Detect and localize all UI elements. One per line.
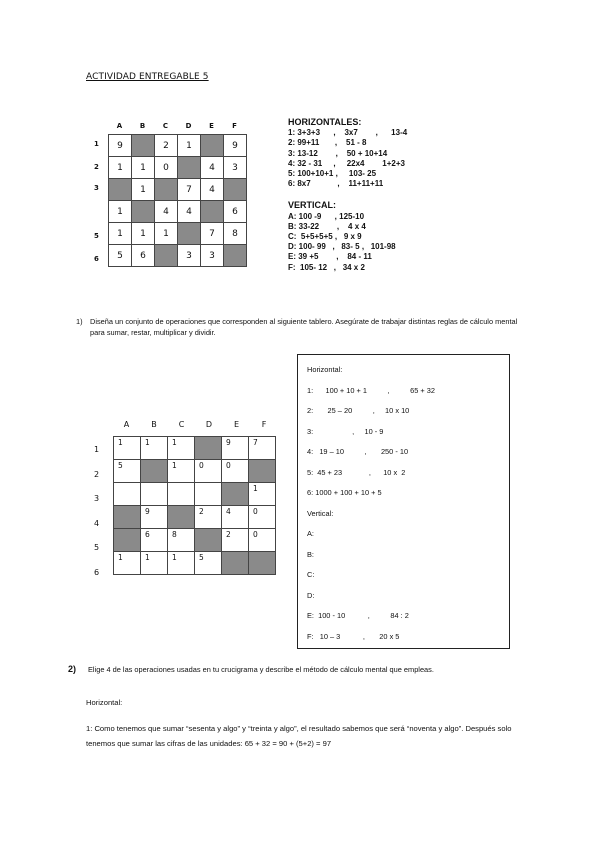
crossword2-column-label: E <box>233 420 240 429</box>
crossword1-row-label: 6 <box>94 255 99 263</box>
crossword1-row-label: 2 <box>94 163 99 171</box>
crossword1-cell: 1 <box>132 157 155 179</box>
crossword2-cell-value: 1 <box>145 553 150 562</box>
answer-box-line: 1: 100 + 10 + 1 , 65 + 32 <box>307 385 435 395</box>
answer-box-line: 3: , 10 - 9 <box>307 426 384 436</box>
vertical-clue: B: 33-22 , 4 x 4 <box>288 221 366 231</box>
crossword1-cell: 6 <box>132 245 155 267</box>
crossword1-row <box>109 157 247 179</box>
crossword2-row-label: 6 <box>94 567 100 577</box>
crossword2-cell <box>114 483 141 506</box>
crossword1-cell: 4 <box>155 201 178 223</box>
crossword2-cell <box>249 460 276 483</box>
crossword1-row <box>109 135 247 157</box>
answer-heading: Horizontal: <box>86 698 123 707</box>
vertical-clues-title: VERTICAL: <box>288 200 336 211</box>
crossword2-cell <box>141 552 168 575</box>
crossword2-cell <box>222 483 249 506</box>
crossword2-row-label: 2 <box>94 469 100 479</box>
answer-box-line: 6: 1000 + 100 + 10 + 5 <box>307 488 382 497</box>
crossword2-cell <box>141 460 168 483</box>
crossword2-cell <box>222 460 249 483</box>
crossword2-cell-value: 1 <box>145 438 150 447</box>
crossword1-row <box>109 179 247 201</box>
crossword2-cell <box>222 437 249 460</box>
crossword1-cell <box>155 179 178 201</box>
question-2-number: 2) <box>68 664 77 674</box>
vertical-clue: E: 39 +5 , 84 - 11 <box>288 252 372 262</box>
crossword1-row-label: 1 <box>94 140 99 148</box>
crossword1-cell: 3 <box>178 245 201 267</box>
document-title: ACTIVIDAD ENTREGABLE 5 <box>86 72 209 82</box>
crossword1-cell: 7 <box>178 179 201 201</box>
crossword1-cell: 6 <box>224 201 247 223</box>
horizontal-clue: 6: 8x7 , 11+11+11 <box>288 179 384 189</box>
horizontal-clues-title: HORIZONTALES: <box>288 117 362 127</box>
answer-box-line: 5: 45 + 23 , 10 x 2 <box>307 467 406 477</box>
crossword2-column-label: D <box>205 420 213 429</box>
vertical-clue: A: 100 -9 , 125-10 <box>288 211 365 221</box>
answer-box <box>297 354 510 649</box>
horizontal-clue: 3: 13-12 , 50 + 10+14 <box>288 148 388 158</box>
crossword1-cell: 4 <box>201 179 224 201</box>
crossword2-cell <box>168 437 195 460</box>
answer-box-line: 4: 19 – 10 , 250 - 10 <box>307 447 409 456</box>
crossword2-row <box>114 506 276 529</box>
crossword1-column-label: E <box>209 122 214 130</box>
crossword2-cell-value: 2 <box>226 530 231 539</box>
crossword1-cell: 3 <box>201 245 224 267</box>
crossword1-cell <box>178 223 201 245</box>
vertical-clue: D: 100- 99 , 83- 5 , 101-98 <box>288 242 396 252</box>
crossword2-cell-value: 9 <box>226 438 231 447</box>
answer-box-line: F: 10 – 3 , 20 x 5 <box>307 631 400 641</box>
crossword2-cell-value: 8 <box>172 530 177 539</box>
crossword2-cell <box>195 460 222 483</box>
crossword2-cell <box>249 483 276 506</box>
crossword1-row-label: 3 <box>94 184 99 192</box>
crossword1-row <box>109 201 247 223</box>
crossword1-cell <box>109 179 132 201</box>
crossword2-cell <box>168 529 195 552</box>
crossword2-cell <box>249 506 276 529</box>
crossword1-cell: 8 <box>224 223 247 245</box>
crossword2-cell <box>114 529 141 552</box>
crossword2-cell-value <box>195 483 221 493</box>
crossword2-cell <box>195 529 222 552</box>
crossword2-cell <box>195 552 222 575</box>
crossword2-cell <box>168 460 195 483</box>
crossword2-cell <box>141 437 168 460</box>
crossword2-row-label: 5 <box>94 543 100 552</box>
horizontal-clue: 4: 32 - 31 , 22x4 1+2+3 <box>288 158 405 168</box>
crossword1-cell <box>201 135 224 157</box>
crossword2-cell-value: 0 <box>199 461 204 470</box>
crossword2-cell-value: 9 <box>145 507 150 516</box>
crossword2-row <box>114 483 276 506</box>
crossword2-column-label: F <box>261 420 267 429</box>
crossword1-cell: 2 <box>155 135 178 157</box>
crossword2-cell <box>114 460 141 483</box>
crossword1-column-label: D <box>185 122 192 130</box>
crossword2-cell-value <box>141 483 167 493</box>
crossword2-cell <box>168 552 195 575</box>
crossword1-column-label: C <box>162 122 169 130</box>
crossword2-cell <box>222 552 249 575</box>
horizontal-clue: 5: 100+10+1 , 103- 25 <box>288 169 377 179</box>
crossword2-cell <box>141 529 168 552</box>
crossword1-cell: 3 <box>224 157 247 179</box>
horizontal-clue: 2: 99+11 , 51 - 8 <box>288 138 367 148</box>
crossword1-cell <box>155 245 178 267</box>
crossword1-column-label: A <box>116 122 123 130</box>
crossword2-cell-value: 0 <box>253 530 258 539</box>
crossword2-cell <box>114 552 141 575</box>
crossword2-cell <box>114 437 141 460</box>
crossword2-cell-value: 4 <box>226 507 231 516</box>
crossword1-cell: 9 <box>109 135 132 157</box>
crossword1-cell <box>224 245 247 267</box>
crossword2-cell <box>114 506 141 529</box>
crossword1-cell: 1 <box>109 223 132 245</box>
crossword1-cell <box>178 157 201 179</box>
crossword2-cell <box>141 483 168 506</box>
crossword1-row <box>109 245 247 267</box>
crossword2-cell <box>222 529 249 552</box>
crossword2-cell-value: 1 <box>172 438 177 447</box>
crossword2-cell <box>222 506 249 529</box>
question-1-number: 1) <box>76 317 83 326</box>
question-1-text: Diseña un conjunto de operaciones que corresponden al siguiente tablero. Asegúrate de trabajar distintas reglas de cálculo mental para sumar, restar, multiplicar y dividir. <box>90 317 518 337</box>
crossword1-cell: 1 <box>178 135 201 157</box>
crossword2-cell <box>141 506 168 529</box>
crossword2-cell <box>168 483 195 506</box>
crossword2-cell-value: 5 <box>199 553 204 562</box>
crossword1-cell <box>224 179 247 201</box>
crossword1-column-label: F <box>232 122 237 130</box>
crossword2-row <box>114 552 276 575</box>
crossword2-row-label: 4 <box>94 518 100 528</box>
crossword2-cell-value <box>114 483 140 493</box>
crossword2-row <box>114 437 276 460</box>
horizontal-clue: 1: 3+3+3 , 3x7 , 13-4 <box>288 128 408 138</box>
answer-box-line: C: <box>307 570 315 579</box>
crossword2-cell-value: 0 <box>253 507 258 516</box>
crossword1-cell: 4 <box>201 157 224 179</box>
crossword1-cell <box>201 201 224 223</box>
answer-box-line: Horizontal: <box>307 365 343 374</box>
answer-box-line: B: <box>307 549 314 559</box>
crossword1-cell: 1 <box>109 157 132 179</box>
crossword1-row-label: 5 <box>94 232 99 240</box>
crossword1-cell: 1 <box>132 179 155 201</box>
crossword1-cell: 9 <box>224 135 247 157</box>
crossword1-cell: 1 <box>132 223 155 245</box>
crossword2-cell-value: 6 <box>145 530 150 539</box>
crossword2-cell-value: 0 <box>226 461 231 470</box>
crossword2-column-label: C <box>178 420 185 429</box>
crossword1-cell: 4 <box>178 201 201 223</box>
crossword2-row-label: 3 <box>94 494 100 503</box>
crossword1-grid <box>108 134 247 267</box>
crossword2-cell-value: 1 <box>118 553 123 562</box>
crossword2-cell-value: 2 <box>199 507 204 516</box>
crossword2-cell-value: 1 <box>172 553 177 562</box>
vertical-clue: C: 5+5+5+5 , 9 x 9 <box>288 232 362 242</box>
crossword2-grid <box>113 436 276 575</box>
crossword2-cell <box>249 437 276 460</box>
crossword2-cell-value: 1 <box>253 484 258 493</box>
answer-text: 1: Como tenemos que sumar “sesenta y algo” y “treinta y algo”, el resultado sabemos que será “noventa y algo”. Después solo tenemos que sumar las cifras de las unidades: 65 + 32 = 90 + (5+2) = 97 <box>86 724 512 748</box>
crossword2-cell <box>249 529 276 552</box>
crossword2-row <box>114 529 276 552</box>
crossword2-column-label: B <box>151 420 157 429</box>
crossword2-cell <box>195 483 222 506</box>
question-2-text: Elige 4 de las operaciones usadas en tu crucigrama y describe el método de cálculo mental que empleas. <box>88 665 434 674</box>
crossword1-row <box>109 223 247 245</box>
crossword2-row <box>114 460 276 483</box>
crossword2-cell-value: 1 <box>118 438 123 447</box>
crossword1-cell <box>132 201 155 223</box>
crossword1-clues <box>288 117 407 273</box>
crossword2-row-label: 1 <box>94 445 100 454</box>
answer-box-line: Vertical: <box>307 508 334 518</box>
crossword2-cell-value: 7 <box>253 438 258 447</box>
crossword2-cell <box>249 552 276 575</box>
answer-box-line: 2: 25 – 20 , 10 x 10 <box>307 406 410 415</box>
answer-box-line: D: <box>307 590 315 600</box>
crossword1-cell: 5 <box>109 245 132 267</box>
crossword1-cell: 1 <box>109 201 132 223</box>
crossword1-cell: 1 <box>155 223 178 245</box>
crossword1-cell: 7 <box>201 223 224 245</box>
crossword2-cell <box>168 506 195 529</box>
crossword1-cell: 0 <box>155 157 178 179</box>
crossword1-cell <box>132 135 155 157</box>
crossword2-column-label: A <box>123 420 130 429</box>
answer-box-line: A: <box>307 529 314 538</box>
crossword2-cell-value <box>168 483 194 493</box>
vertical-clue: F: 105- 12 , 34 x 2 <box>288 262 365 272</box>
answer-box-line: E: 100 - 10 , 84 : 2 <box>307 611 409 620</box>
crossword2-cell <box>195 437 222 460</box>
crossword2-cell-value: 1 <box>172 461 177 470</box>
crossword2-cell <box>195 506 222 529</box>
crossword2-cell-value: 5 <box>118 461 123 470</box>
crossword1-column-label: B <box>139 122 146 130</box>
